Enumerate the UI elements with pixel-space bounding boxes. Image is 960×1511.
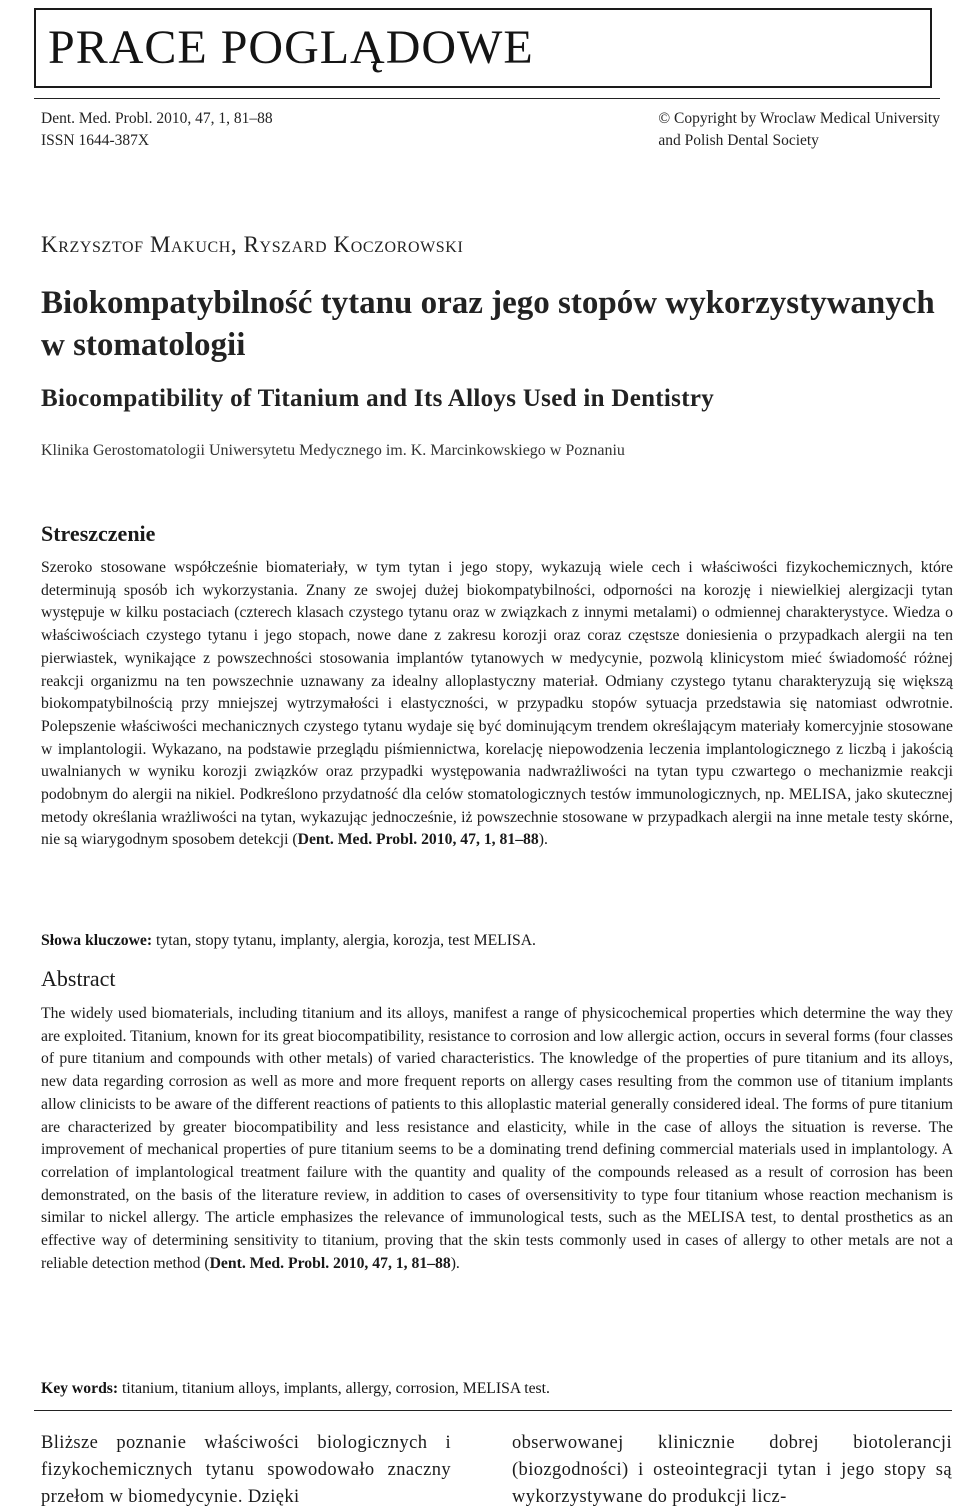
abstract-citation: Dent. Med. Probl. 2010, 47, 1, 81–88 xyxy=(209,1254,451,1272)
abstract-body: The widely used biomaterials, including titanium and its alloys, manifest a range of physicochemical properties which determine the way they are exploited. Titanium, known for its great biocompatibility, resistance to corrosion and low allergic action, occurs in several forms (four classes of pure titanium and compounds with other metals) of varied characteristics. The knowledge of the properties of pure titanium and its alloys, new data regarding corrosion as well as more and more frequent reports on allergy cases resulting from the common use of titanium implants allow clinicists to be aware of the different reactions of patients to this alloplastic material generally considered ideal. The forms of pure titanium are characterized by greater biocompatibility and less resistance and elasticity, while in the case of alloys the situation is reverse. The improvement of mechanical properties of pure titanium seems to be a dominating trend defining commercial materials used in implantology. A correlation of implantological treatment failure with the quantity and quality of the compounds released as a result of corrosion has been demonstrated, on the basis of the literature review, in addition to cases of oversensitivity to type four titanium whose reaction mechanism is similar to nickel allergy. The article emphasizes the relevance of immunological tests, such as the MELISA test, to dental prosthetics as an effective way of determining sensitivity to titanium, proving that the skin tests commonly used in cases of allergy to other metals are not a reliable detection method ( xyxy=(41,1005,953,1272)
streszczenie-heading: Streszczenie xyxy=(41,521,156,546)
title-polish: Biokompatybilność tytanu oraz jego stopów wykorzystywanych w stomatologii xyxy=(41,285,935,363)
copyright-notice xyxy=(658,108,940,152)
copyright-line-2: and Polish Dental Society xyxy=(658,132,819,149)
citation-line: Dent. Med. Probl. 2010, 47, 1, 81–88 xyxy=(41,110,273,127)
body-column-right: obserwowanej klinicznie dobrej biotolerancji (biozgodności) i osteointegracji tytan i jego stopy są wykorzystywane do produkcji licz- xyxy=(512,1433,952,1507)
keywords-polish-label: Słowa kluczowe: xyxy=(41,932,153,949)
keywords-polish-list: tytan, stopy tytanu, implanty, alergia, korozja, test MELISA. xyxy=(152,932,536,949)
streszczenie-body: Szeroko stosowane współcześnie biomateriały, w tym tytan i jego stopy, wykazują wiele cech i właściwości fizykochemicznych, które determinują sposób ich wykorzystania. Znany ze swojej dużej biokompatybilności, odporności na korozję i niewielkiej alergizacji tytan występuje w kilku postaciach (czterech klasach czystego tytanu oraz w związkach z innymi metalami) o odmiennej charakterystyce. Wiedza o właściwościach czystego tytanu i jego stopach, nowe dane z zakresu korozji oraz coraz częstsze doniesienia o przypadkach alergii na ten pierwiastek, wynikające z powszechności stosowania implantów tytanowych w medycynie, pozwolą klinicystom mieć świadomość różnej reakcji organizmu na ten powszechnie uznawany za idealny alloplastyczny materiał. Odmiany czystego tytanu charakteryzują się większą biokompatybilnością przy mniejszej wytrzymałości i elastyczności, w przypadku stopów sytuacja przedstawia się natomiast odwrotnie. Polepszenie właściwości mechanicznych czystego tytanu wydaje się być dominującym trendem określającym materiały komercyjnie stosowane w implantologii. Wykazano, na podstawie przeglądu piśmiennictwa, korelację niepowodzenia leczenia implantologicznego z liczbą i jakością uwalnianych w wyniku korozji związków oraz przypadki występowania nadwrażliwości na tytan typu czwartego o mechanizmie reakcji podobnym do alergii na nikiel. Podkreślono przydatność dla celów stomatologicznych testów immunologicznych, np. MELISA, jako skutecznej metody określania wrażliwości na tytan, wykazując jednocześnie, iż powszechnie stosowane w przypadkach alergii na inne metale testy skórne, nie są wiarygodnym sposobem detekcji ( xyxy=(41,559,953,849)
body-column-left: Bliższe poznanie właściwości biologicznych i fizykochemicznych tytanu spowodowało znaczny przełom w biomedycynie. Dzięki xyxy=(41,1433,451,1507)
issn-line: ISSN 1644-387X xyxy=(41,132,150,149)
copyright-line-1: © Copyright by Wroclaw Medical University xyxy=(658,110,940,127)
abstract-end: ). xyxy=(450,1254,460,1272)
body-rule xyxy=(34,1410,952,1411)
keywords-polish xyxy=(41,930,536,952)
streszczenie-text xyxy=(41,557,953,852)
title-english: Biocompatibility of Titanium and Its Alloys Used in Dentistry xyxy=(41,385,715,412)
header-rule xyxy=(34,98,940,99)
section-banner xyxy=(34,8,932,88)
journal-citation xyxy=(41,108,273,152)
section-title: PRACE POGLĄDOWE xyxy=(48,21,534,74)
streszczenie-citation: Dent. Med. Probl. 2010, 47, 1, 81–88 xyxy=(297,831,539,849)
abstract-text xyxy=(41,1003,953,1275)
keywords-english xyxy=(41,1378,550,1400)
keywords-english-list: titanium, titanium alloys, implants, allergy, corrosion, MELISA test. xyxy=(118,1380,550,1397)
abstract-heading: Abstract xyxy=(41,966,116,991)
authors: Krzysztof Makuch, Ryszard Koczorowski xyxy=(41,232,464,257)
keywords-english-label: Key words: xyxy=(41,1380,119,1397)
streszczenie-end: ). xyxy=(538,831,548,849)
affiliation: Klinika Gerostomatologii Uniwersytetu Medycznego im. K. Marcinkowskiego w Poznaniu xyxy=(41,442,625,459)
